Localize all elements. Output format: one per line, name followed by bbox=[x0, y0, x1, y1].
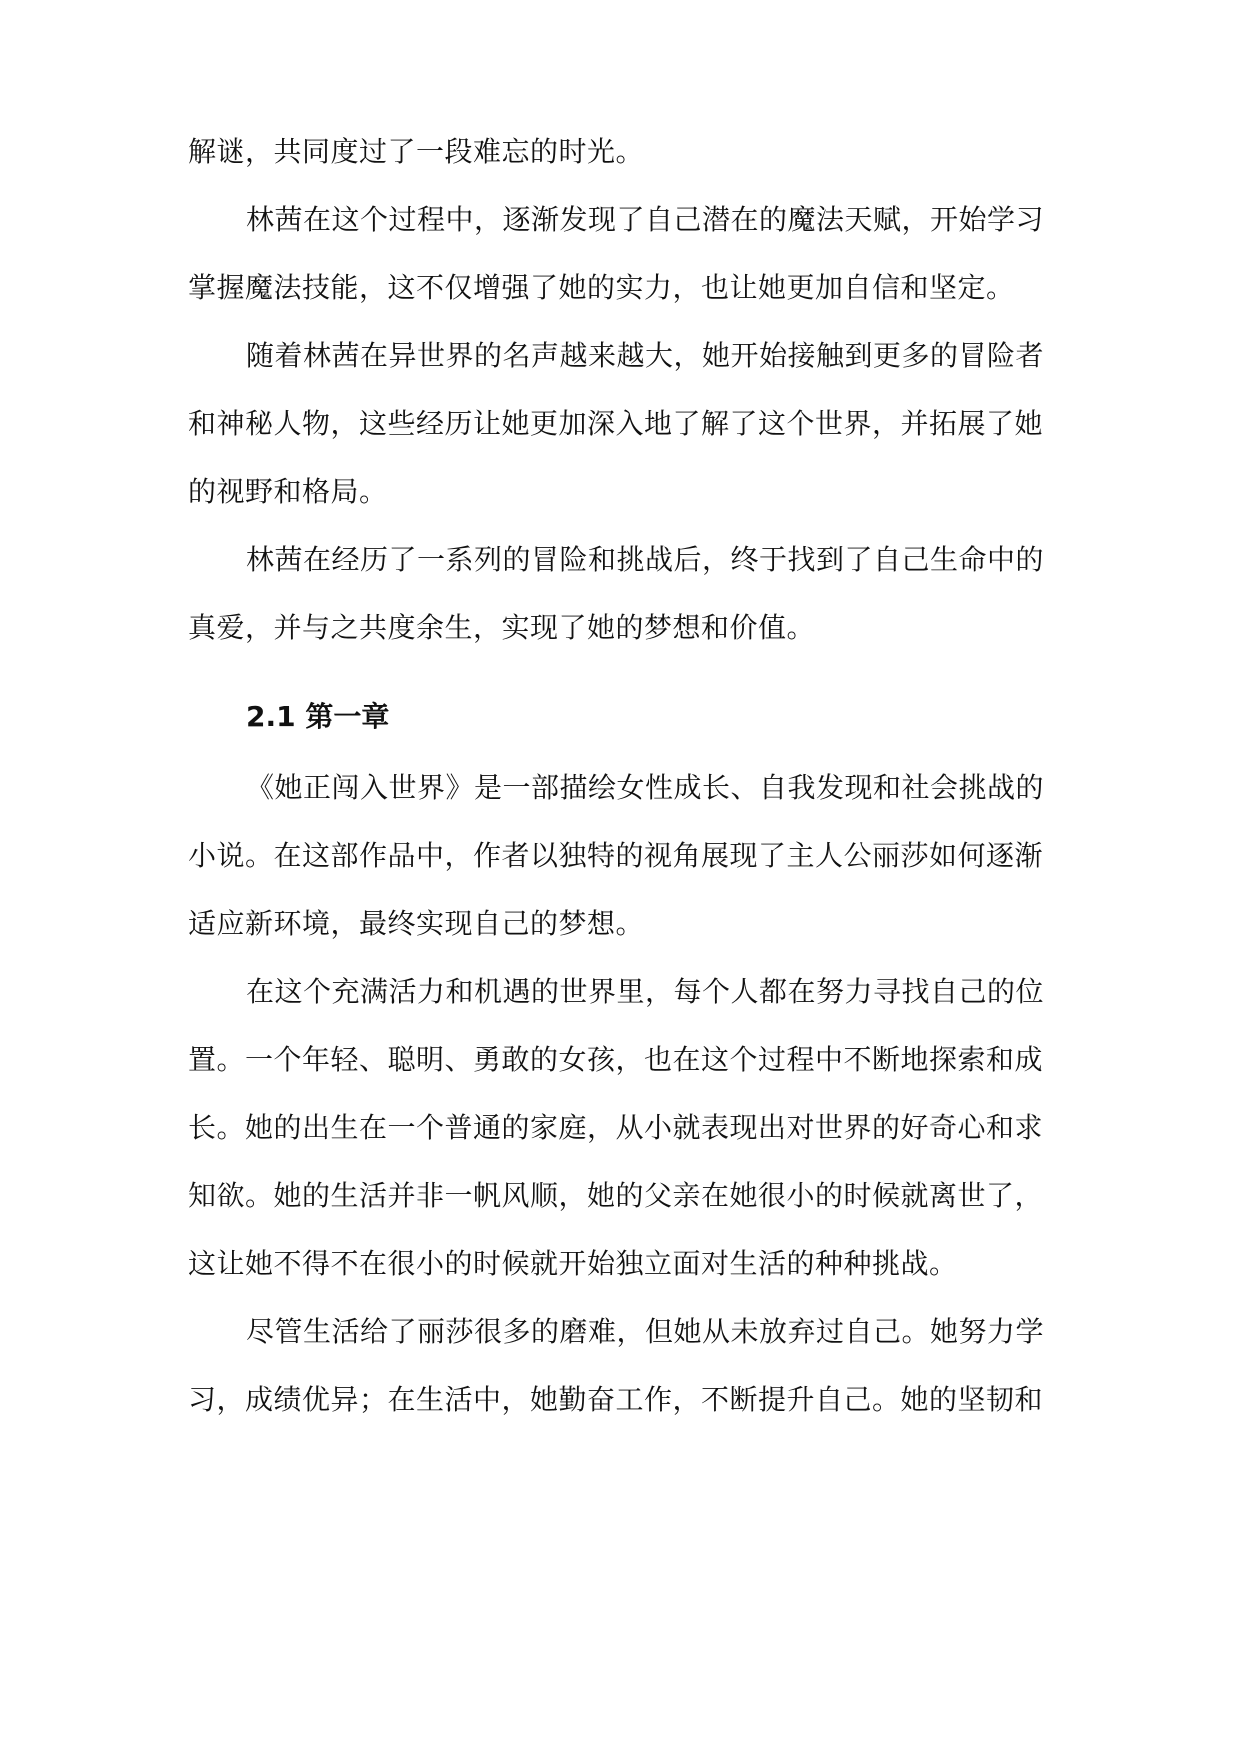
paragraph-7-line-1: 尽管生活给了丽莎很多的磨难，但她从未放弃过自己。她努力学 bbox=[246, 1315, 1045, 1348]
paragraph-5-line-3: 适应新环境，最终实现自己的梦想。 bbox=[188, 907, 645, 940]
section-heading: 2.1 第一章 bbox=[246, 700, 390, 733]
paragraph-5-line-1: 《她正闯入世界》是一部描绘女性成长、自我发现和社会挑战的 bbox=[246, 771, 1045, 804]
paragraph-2-line-2: 掌握魔法技能，这不仅增强了她的实力，也让她更加自信和坚定。 bbox=[188, 271, 1015, 304]
paragraph-4-line-1: 林茜在经历了一系列的冒险和挑战后，终于找到了自己生命中的 bbox=[246, 543, 1045, 576]
paragraph-6-line-4: 知欲。她的生活并非一帆风顺，她的父亲在她很小的时候就离世了， bbox=[188, 1179, 1044, 1212]
paragraph-3-line-3: 的视野和格局。 bbox=[188, 475, 388, 508]
paragraph-4-line-2: 真爱，并与之共度余生，实现了她的梦想和价值。 bbox=[188, 611, 816, 644]
paragraph-5-line-2: 小说。在这部作品中，作者以独特的视角展现了主人公丽莎如何逐渐 bbox=[188, 839, 1044, 872]
paragraph-7-line-2: 习，成绩优异；在生活中，她勤奋工作，不断提升自己。她的坚韧和 bbox=[188, 1383, 1044, 1416]
paragraph-6-line-1: 在这个充满活力和机遇的世界里，每个人都在努力寻找自己的位 bbox=[246, 975, 1045, 1008]
paragraph-6-line-2: 置。一个年轻、聪明、勇敢的女孩，也在这个过程中不断地探索和成 bbox=[188, 1043, 1044, 1076]
paragraph-3-line-2: 和神秘人物，这些经历让她更加深入地了解了这个世界，并拓展了她 bbox=[188, 407, 1044, 440]
paragraph-3-line-1: 随着林茜在异世界的名声越来越大，她开始接触到更多的冒险者 bbox=[246, 339, 1045, 372]
paragraph-2-line-1: 林茜在这个过程中，逐渐发现了自己潜在的魔法天赋，开始学习 bbox=[246, 203, 1045, 236]
paragraph-1-line-1: 解谜，共同度过了一段难忘的时光。 bbox=[188, 135, 645, 168]
paragraph-6-line-3: 长。她的出生在一个普通的家庭，从小就表现出对世界的好奇心和求 bbox=[188, 1111, 1044, 1144]
paragraph-6-line-5: 这让她不得不在很小的时候就开始独立面对生活的种种挑战。 bbox=[188, 1247, 958, 1280]
